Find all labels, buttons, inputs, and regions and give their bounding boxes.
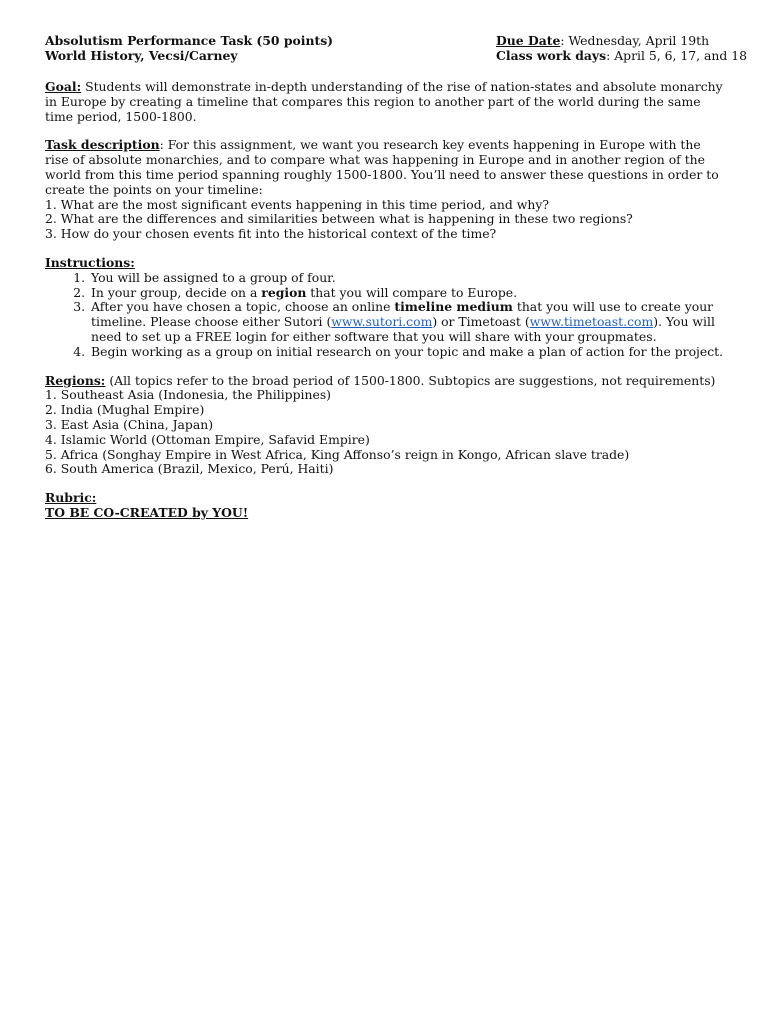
instruction-text: that you will use to create your timeline. Please choose either Sutori ( [91,299,714,330]
task-question: 3. How do your chosen events fit into the historical context of the time? [45,226,497,242]
instruction-text: that you will compare to Europe. [306,284,518,300]
task-label: Task description [45,137,160,153]
assignment-title: Absolutism Performance Task (50 points) [45,33,334,48]
instruction-text: Begin working as a group on initial research on your topic and make a plan of action for the project. [91,343,724,359]
timetoast-link[interactable]: www.timetoast.com [529,314,654,330]
rubric-section [45,491,725,521]
regions-label: Regions: [45,372,106,388]
course-name: World History, Vecsi/Carney [45,47,238,63]
task-section [45,138,725,242]
region-item: 1. Southeast Asia (Indonesia, the Philippines) [45,387,332,403]
class-work-days [496,49,747,64]
goal-section [45,80,725,124]
instruction-item [89,286,725,301]
instruction-text: ) or Timetoast ( [432,314,530,330]
regions-heading [45,374,725,389]
due-date-label: Due Date [496,33,561,48]
header-left [45,34,333,64]
region-item: 4. Islamic World (Ottoman Empire, Safavid Empire) [45,431,370,447]
instruction-text: You will be assigned to a group of four. [91,269,336,285]
sutori-link[interactable]: www.sutori.com [331,314,433,330]
goal-text: Students will demonstrate in-depth understanding of the rise of nation-states and absolute monarchy in Europe by creating a timeline that compares this region to another part of the world during the same time period, 1500-1800. [45,79,723,124]
instruction-emphasis: timeline medium [394,299,513,315]
header-right [496,34,747,64]
goal-label: Goal: [45,79,82,94]
instructions-section [45,256,725,360]
instruction-item [89,300,725,344]
instruction-item [89,345,725,360]
regions-section [45,374,725,478]
rubric-label: Rubric: [45,490,97,506]
due-date [496,34,747,49]
instructions-list [45,271,725,360]
task-text: : For this assignment, we want you research key events happening in Europe with the rise of absolute monarchies, and to compare what was happening in Europe and in another region of the world from this time period spanning roughly 1500-1800. You’ll need to answer these questions in order to create the points on your timeline: [45,137,719,197]
task-paragraph [45,138,725,197]
task-question: 2. What are the differences and similarities between what is happening in these two regions? [45,211,633,227]
region-item: 2. India (Mughal Empire) [45,402,205,418]
instruction-item [89,271,725,286]
regions-note: (All topics refer to the broad period of 1500-1800. Subtopics are suggestions, not requirements) [105,372,716,388]
document-header [45,33,748,64]
instruction-emphasis: region [261,284,307,300]
work-days-label: Class work days [496,47,607,63]
instruction-text: In your group, decide on a [91,284,262,300]
instruction-text: After you have chosen a topic, choose an online [91,299,395,315]
region-item: 6. South America (Brazil, Mexico, Perú, Haiti) [45,461,334,477]
region-item: 3. East Asia (China, Japan) [45,416,214,432]
region-item: 5. Africa (Songhay Empire in West Africa, King Affonso’s reign in Kongo, African slave trade) [45,446,630,462]
rubric-text: TO BE CO-CREATED by YOU! [45,504,249,520]
instructions-label: Instructions: [45,254,135,270]
due-date-value: : Wednesday, April 19th [560,33,710,48]
work-days-value: : April 5, 6, 17, and 18 [606,47,748,63]
document-page [45,33,748,521]
instruction-text: ). You will need to set up a FREE login for either software that you will share with your groupmates. [91,314,715,344]
task-question: 1. What are the most significant events happening in this time period, and why? [45,196,549,212]
